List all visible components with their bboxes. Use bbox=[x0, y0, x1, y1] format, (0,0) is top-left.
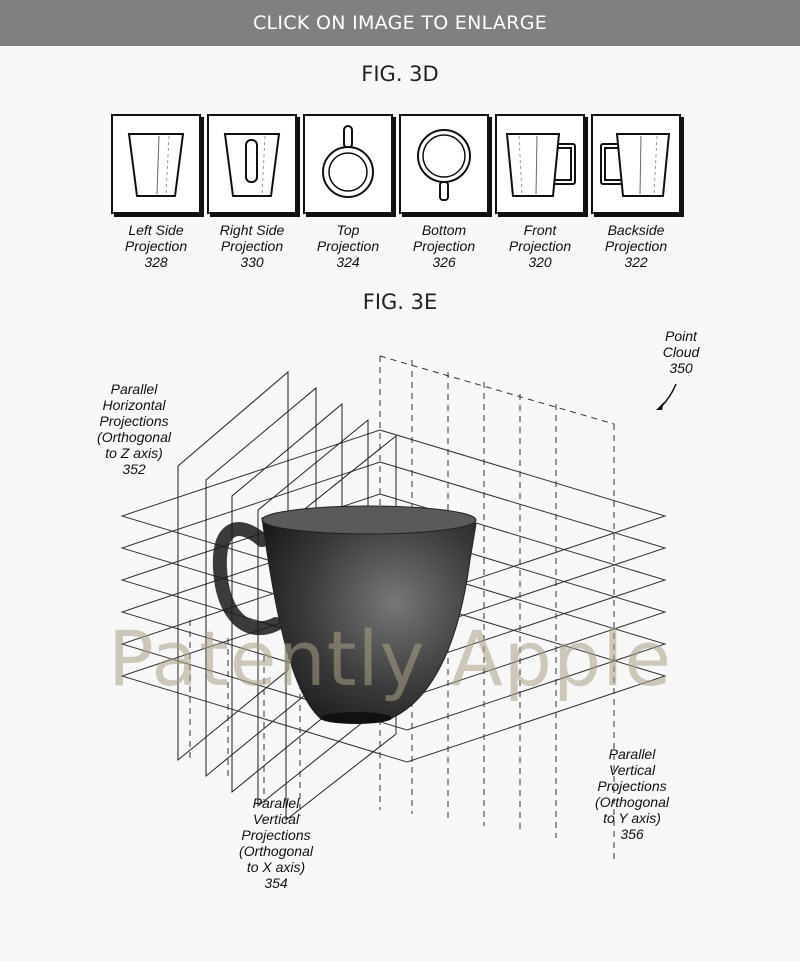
projection-left-side[interactable] bbox=[110, 114, 202, 270]
fig-3d-title: FIG. 3D bbox=[361, 62, 439, 86]
top-view-mug-icon bbox=[303, 114, 393, 214]
watermark: Patently Apple bbox=[108, 614, 673, 703]
projection-right-side[interactable] bbox=[206, 114, 298, 270]
projection-label: Top Projection 324 bbox=[316, 222, 380, 270]
fig-3e-title: FIG. 3E bbox=[362, 290, 438, 314]
projection-label: Backside Projection 322 bbox=[604, 222, 668, 270]
projection-label: Bottom Projection 326 bbox=[412, 222, 476, 270]
label-point-cloud: Point Cloud 350 bbox=[662, 328, 700, 376]
projection-backside[interactable] bbox=[590, 114, 682, 270]
right-side-mug-icon bbox=[207, 114, 297, 214]
projection-bottom[interactable] bbox=[398, 114, 490, 270]
arrowhead-icon bbox=[656, 402, 664, 410]
label-vertical-projections-x: Parallel Vertical Projections (Orthogonal to X axis) 354 bbox=[239, 795, 313, 891]
enlarge-banner[interactable]: CLICK ON IMAGE TO ENLARGE bbox=[0, 0, 800, 46]
projection-top[interactable] bbox=[302, 114, 394, 270]
projection-label: Front Projection 320 bbox=[508, 222, 572, 270]
projection-row bbox=[110, 114, 690, 274]
projection-label: Right Side Projection 330 bbox=[219, 222, 285, 270]
left-side-mug-icon bbox=[111, 114, 201, 214]
back-view-mug-icon bbox=[591, 114, 681, 214]
label-horizontal-projections: Parallel Horizontal Projections (Orthogonal to Z axis) 352 bbox=[97, 381, 171, 477]
projection-front[interactable] bbox=[494, 114, 586, 270]
front-view-mug-icon bbox=[495, 114, 585, 214]
projection-label: Left Side Projection 328 bbox=[124, 222, 188, 270]
bottom-view-mug-icon bbox=[399, 114, 489, 214]
label-vertical-projections-y: Parallel Vertical Projections (Orthogonal to Y axis) 356 bbox=[595, 746, 669, 842]
